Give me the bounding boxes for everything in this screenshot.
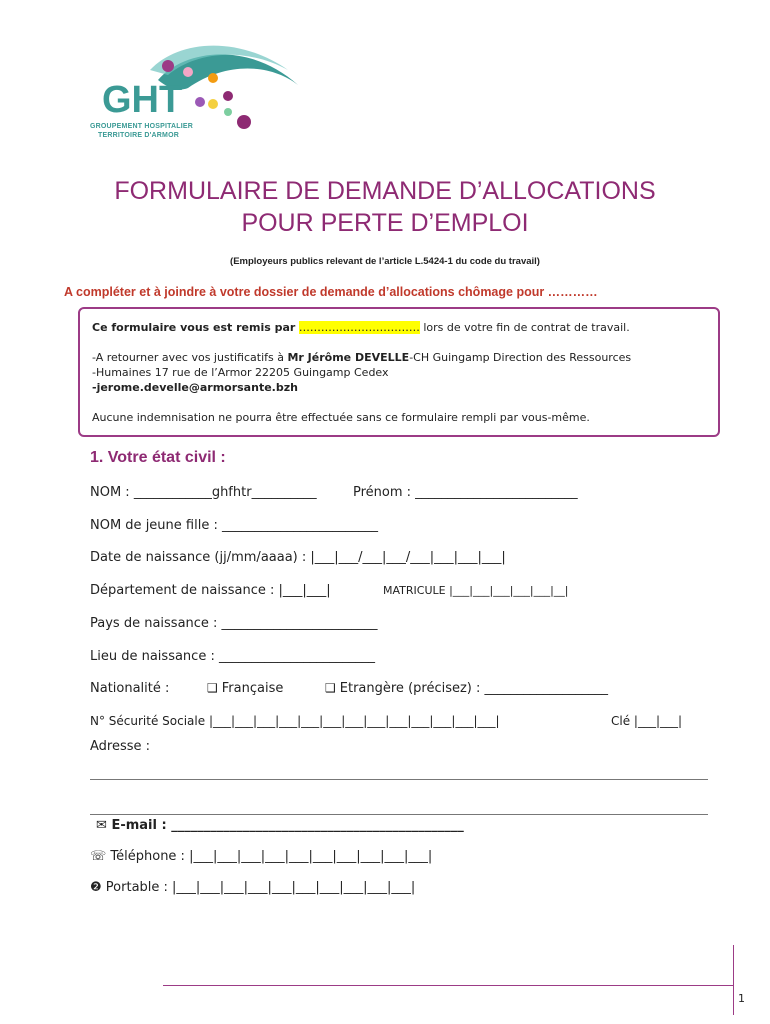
telephone-label: Téléphone : |___|___|___|___|___|___|___|___|___|___| — [110, 849, 433, 864]
logo-dot — [162, 60, 174, 72]
lieu-naissance-field[interactable]: Lieu de naissance : ________________________ — [90, 649, 375, 664]
notice-blank[interactable]: …………………………… — [298, 321, 420, 334]
notice-line-2 — [92, 351, 631, 364]
logo-dot — [224, 108, 232, 116]
logo-line-2: TERRITOIRE D'ARMOR — [98, 132, 179, 139]
departement-field[interactable]: Département de naissance : |___|___| — [90, 583, 331, 598]
adresse-line-2[interactable] — [90, 814, 708, 815]
intro-text: A compléter et à joindre à votre dossier de demande d’allocations chômage pour ………… — [64, 285, 598, 299]
footer-vertical-line — [733, 945, 734, 1015]
notice-line-3: -Humaines 17 rue de l’Armor 22205 Guingamp Cedex — [92, 366, 389, 379]
adresse-label: Adresse : — [90, 739, 151, 754]
telephone-icon: ☏ — [90, 849, 107, 864]
nationalite-etrangere-option[interactable] — [325, 681, 608, 696]
prenom-field[interactable]: Prénom : _________________________ — [353, 485, 578, 500]
logo-dot — [237, 115, 251, 129]
logo-dot — [223, 91, 233, 101]
notice-contact-dept: -CH Guingamp Direction des Ressources — [409, 351, 632, 364]
logo-dot — [195, 97, 205, 107]
logo-letters: GHT — [102, 79, 183, 121]
nom-field[interactable]: NOM : ____________ghfhtr__________ — [90, 485, 317, 500]
logo-dot — [208, 73, 218, 83]
pays-naissance-field[interactable]: Pays de naissance : ________________________ — [90, 616, 378, 631]
matricule-field[interactable]: MATRICULE |___|___|___|___|___|__| — [383, 584, 569, 597]
notice-remis-par: Ce formulaire vous est remis par — [92, 321, 296, 334]
form-title-line-1: FORMULAIRE DE DEMANDE D’ALLOCATIONS — [114, 177, 656, 205]
checkbox-icon[interactable]: ❑ — [325, 681, 336, 695]
etrangere-label: Etrangère (précisez) : ___________________ — [339, 681, 609, 696]
email-field[interactable] — [96, 818, 464, 833]
notice-return-to: -A retourner avec vos justificatifs à — [92, 351, 284, 364]
form-title-line-2: POUR PERTE D’EMPLOI — [241, 209, 529, 237]
cle-field[interactable]: Clé |___|___| — [611, 714, 683, 728]
notice-contact-name: Mr Jérôme DEVELLE — [287, 351, 410, 364]
nom-jeune-fille-field[interactable]: NOM de jeune fille : ________________________ — [90, 518, 378, 533]
footer-line — [163, 985, 733, 986]
section-title-etat-civil: 1. Votre état civil : — [90, 449, 226, 466]
email-label: E-mail : _____________________________________________ — [111, 818, 464, 833]
securite-sociale-field[interactable]: N° Sécurité Sociale |___|___|___|___|___|___|___|___|___|___|___|___|___| — [90, 714, 500, 728]
envelope-icon: ✉ — [96, 818, 107, 833]
portable-field[interactable] — [90, 880, 415, 895]
checkbox-icon[interactable]: ❑ — [207, 681, 218, 695]
nationalite-label: Nationalité : — [90, 681, 170, 696]
adresse-line-1[interactable] — [90, 779, 708, 780]
date-naissance-field[interactable]: Date de naissance (jj/mm/aaaa) : |___|___/___|___/___|___|___|___| — [90, 550, 506, 565]
notice-suffix: lors de votre fin de contrat de travail. — [423, 321, 630, 334]
logo-dot — [183, 67, 193, 77]
telephone-field[interactable] — [90, 849, 432, 864]
mobile-icon: ❷ — [90, 880, 102, 895]
logo-dot — [208, 99, 218, 109]
nationalite-francaise-option[interactable] — [207, 681, 283, 696]
notice-email[interactable]: -jerome.develle@armorsante.bzh — [92, 381, 298, 394]
francaise-label: Française — [221, 681, 284, 696]
portable-label: Portable : |___|___|___|___|___|___|___|___|___|___| — [105, 880, 416, 895]
logo-line-1: GROUPEMENT HOSPITALIER — [90, 123, 194, 130]
notice-warning: Aucune indemnisation ne pourra être effectuée sans ce formulaire rempli par vous-même. — [92, 411, 590, 424]
notice-line-1 — [92, 321, 630, 334]
form-subtitle: (Employeurs publics relevant de l’article L.5424-1 du code du travail) — [230, 256, 540, 267]
page-number: 1 — [738, 992, 745, 1005]
logo-subtitle — [90, 122, 193, 140]
